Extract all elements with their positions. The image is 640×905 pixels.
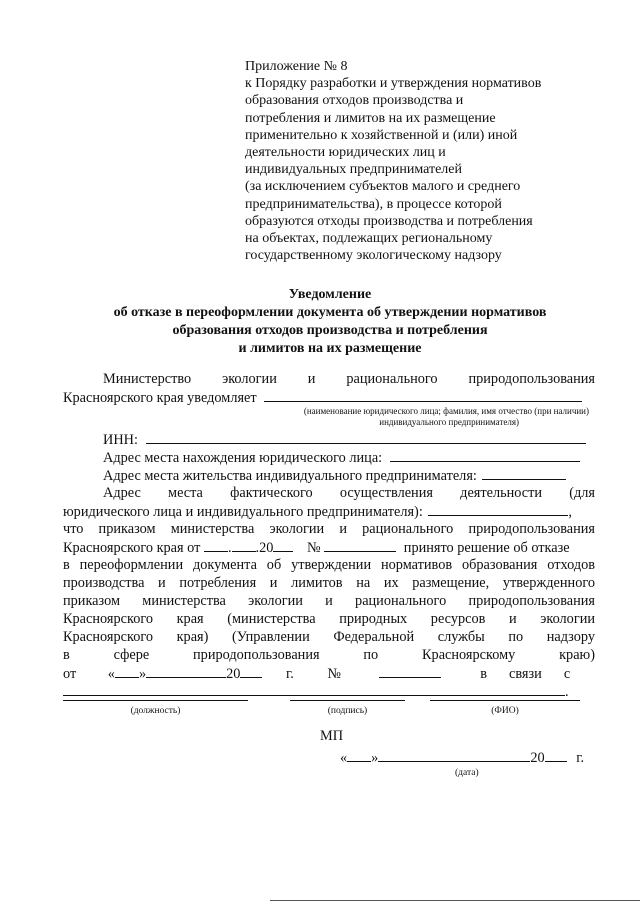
- signature-block: [290, 700, 405, 716]
- residence-address-field[interactable]: [482, 466, 566, 480]
- stamp-year-20: 20: [530, 750, 545, 766]
- name-block: [430, 700, 580, 716]
- stamp-label: МП: [320, 728, 344, 744]
- inn-label: ИНН:: [103, 432, 138, 448]
- annex-line: (за исключением субъектов малого и среднего: [245, 179, 521, 195]
- residence-address-label: Адрес места жительства индивидуального предпринимателя:: [103, 468, 477, 484]
- annex-line: Приложение № 8: [245, 59, 348, 74]
- from-day-field[interactable]: [115, 664, 139, 678]
- order-day-field[interactable]: [204, 538, 228, 552]
- recipient-caption-line: индивидуального предпринимателя): [379, 417, 519, 427]
- reason-field[interactable]: [63, 682, 565, 696]
- date-year: .20: [255, 540, 274, 556]
- order-year-field[interactable]: [273, 538, 293, 552]
- page-edge-line: [270, 900, 640, 901]
- annex-header: [245, 58, 615, 264]
- signature-field[interactable]: [290, 700, 405, 701]
- notify-line: [63, 388, 595, 406]
- notice-body: [63, 370, 595, 700]
- reason-period: .: [565, 684, 569, 700]
- quote-close: »: [138, 666, 147, 682]
- legal-address-line: [63, 448, 595, 466]
- recipient-caption-line: (наименование юридического лица; фамилия, имя отчество (при наличии): [303, 406, 589, 416]
- annex-line: образования отходов производства и: [245, 93, 464, 109]
- from-year-20: 20: [226, 666, 241, 682]
- date-caption: (дата): [455, 768, 479, 778]
- name-field[interactable]: [430, 700, 580, 701]
- annex-line: индивидуальных предпринимателей: [245, 162, 462, 178]
- actual-address-line: Адрес места фактического осуществления деятельности (для: [103, 485, 595, 501]
- document-title: [40, 286, 620, 358]
- decision-text: принято решение об отказе: [403, 540, 570, 556]
- in-connection-text: в связи с: [480, 666, 571, 682]
- ministry-line: Министерство экологии и рационального природопользования: [103, 371, 595, 387]
- annex-line: применительно к хозяйственной и (или) иной: [245, 127, 518, 143]
- inn-field[interactable]: [146, 430, 586, 444]
- body-line: Красноярского края (министерства природных ресурсов и экологии: [63, 611, 595, 627]
- order-number-field[interactable]: [324, 538, 396, 552]
- annex-line: государственному экологическому надзору: [245, 248, 502, 264]
- name-caption: (ФИО): [491, 706, 519, 716]
- stamp-year-field[interactable]: [545, 748, 567, 762]
- quote-open: «: [107, 666, 115, 682]
- annex-line: на объектах, подлежащих региональному: [245, 231, 493, 247]
- comma: ,: [568, 504, 572, 520]
- annex-line: потребления и лимитов на их размещение: [245, 110, 496, 126]
- position-block: [63, 700, 248, 716]
- legal-address-label: Адрес места нахождения юридического лица:: [103, 450, 383, 466]
- order-month-field[interactable]: [232, 538, 256, 552]
- annex-line: деятельности юридических лиц и: [245, 145, 446, 161]
- number-sign: №: [306, 540, 321, 556]
- annex-line: предпринимательства), в процессе которой: [245, 196, 502, 212]
- signature-caption: (подпись): [327, 706, 368, 716]
- residence-address-line: [63, 466, 595, 484]
- notify-text: Красноярского края уведомляет: [63, 390, 257, 406]
- date-dot: .: [227, 540, 232, 556]
- actual-address-field[interactable]: [428, 502, 568, 516]
- title-line: об отказе в переоформлении документа об утверждении нормативов: [113, 305, 547, 320]
- title-line: и лимитов на их размещение: [238, 341, 422, 356]
- order-date-line: [63, 538, 595, 556]
- actual-address-cont-line: [63, 502, 595, 520]
- inn-line: [63, 430, 595, 448]
- annex-line: к Порядку разработки и утверждения нормативов: [245, 76, 542, 92]
- recipient-caption: [63, 406, 595, 428]
- from-label: от: [63, 666, 77, 682]
- title-line: образования отходов производства и потребления: [172, 323, 488, 338]
- legal-address-field[interactable]: [390, 448, 580, 462]
- from-number-sign: №: [327, 666, 342, 682]
- body-line: Красноярского края) (Управлении Федеральной службы по надзору: [63, 629, 595, 645]
- actual-address-cont: юридического лица и индивидуального предпринимателя):: [63, 504, 423, 520]
- stamp-day-field[interactable]: [347, 748, 371, 762]
- position-field[interactable]: [63, 700, 248, 701]
- body-line: приказом министерства экологии и рационального природопользования: [63, 593, 595, 609]
- from-year-suffix: г.: [285, 666, 294, 682]
- reason-line: [63, 682, 595, 700]
- stamp-quote-close: »: [371, 750, 379, 766]
- title-line: Уведомление: [288, 287, 372, 302]
- body-line: производства и потребления и лимитов на их размещение, утвержденного: [63, 575, 595, 591]
- stamp-quote-open: «: [340, 750, 348, 766]
- stamp-date-line: [340, 748, 584, 767]
- from-number-field[interactable]: [379, 664, 441, 678]
- annex-line: образуются отходы производства и потребления: [245, 213, 533, 229]
- date-prefix: Красноярского края от: [63, 540, 201, 556]
- from-date-line: [63, 664, 595, 682]
- from-month-field[interactable]: [146, 664, 226, 678]
- from-year-field[interactable]: [240, 664, 262, 678]
- body-line: в сфере природопользования по Красноярскому краю): [63, 647, 595, 663]
- stamp-year-suffix: г.: [576, 750, 585, 766]
- stamp-month-field[interactable]: [378, 748, 530, 762]
- order-line: что приказом министерства экологии и рационального природопользования: [63, 521, 595, 537]
- recipient-name-field[interactable]: [264, 388, 582, 402]
- body-line: в переоформлении документа об утверждении нормативов образования отходов: [63, 557, 595, 573]
- position-caption: (должность): [130, 706, 181, 716]
